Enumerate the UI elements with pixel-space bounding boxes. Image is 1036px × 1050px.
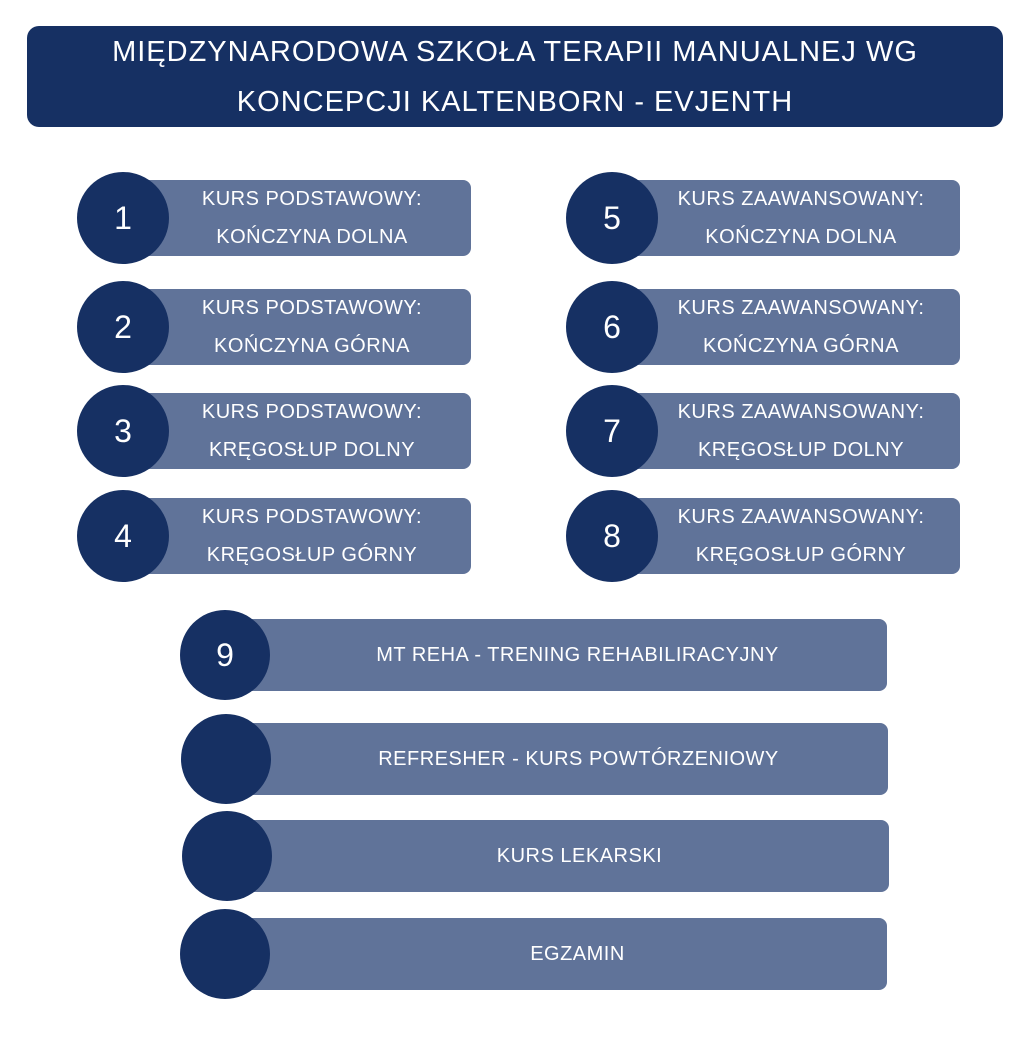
course-subtitle: KRĘGOSŁUP DOLNY: [208, 439, 416, 461]
course-item-basic-3: [77, 393, 471, 469]
step-number-circle: 4: [77, 490, 169, 582]
course-item-advanced-6: [566, 289, 960, 365]
course-label-box: [239, 723, 888, 795]
course-label-box: [137, 393, 471, 469]
step-number-circle: 5: [566, 172, 658, 264]
course-title: KURS PODSTAWOWY:: [201, 401, 423, 423]
course-subtitle: KOŃCZYNA GÓRNA: [214, 335, 410, 357]
title-line-1: MIĘDZYNARODOWA SZKOŁA TERAPII MANUALNEJ WG: [112, 35, 918, 68]
step-circle: [180, 909, 270, 999]
course-item-advanced-7: [566, 393, 960, 469]
course-label-box: [240, 820, 889, 892]
course-title: KURS PODSTAWOWY:: [201, 506, 423, 528]
course-label-box: [626, 498, 960, 574]
course-title: KURS ZAAWANSOWANY:: [677, 297, 925, 319]
course-item-basic-1: [77, 180, 471, 256]
step-number-circle: 6: [566, 281, 658, 373]
course-subtitle: KOŃCZYNA DOLNA: [705, 226, 897, 248]
course-title: KURS PODSTAWOWY:: [201, 297, 423, 319]
course-subtitle: KOŃCZYNA GÓRNA: [703, 335, 899, 357]
course-subtitle: KRĘGOSŁUP DOLNY: [697, 439, 905, 461]
course-item-advanced-5: [566, 180, 960, 256]
step-circle: [182, 811, 272, 901]
course-item-advanced-8: [566, 498, 960, 574]
course-label-box: [626, 289, 960, 365]
page-title: [27, 26, 1003, 127]
course-label-box: [626, 180, 960, 256]
course-label-box: [238, 918, 887, 990]
step-number-circle: 7: [566, 385, 658, 477]
course-title: KURS LEKARSKI: [496, 845, 663, 867]
step-number-circle: 8: [566, 490, 658, 582]
course-title: KURS PODSTAWOWY:: [201, 188, 423, 210]
course-item-egzamin: [180, 918, 887, 990]
course-label-box: [137, 498, 471, 574]
title-line-2: KONCEPCJI KALTENBORN - EVJENTH: [236, 85, 794, 118]
course-item-mt-reha: [180, 619, 887, 691]
course-subtitle: KRĘGOSŁUP GÓRNY: [695, 544, 907, 566]
course-subtitle: KOŃCZYNA DOLNA: [216, 226, 408, 248]
course-label-box: [137, 180, 471, 256]
course-title: EGZAMIN: [530, 943, 625, 965]
course-title: KURS ZAAWANSOWANY:: [677, 401, 925, 423]
course-label-box: [626, 393, 960, 469]
step-number-circle: 2: [77, 281, 169, 373]
course-item-basic-4: [77, 498, 471, 574]
step-number-circle: 1: [77, 172, 169, 264]
course-item-basic-2: [77, 289, 471, 365]
course-title: MT REHA - TRENING REHABILIRACYJNY: [376, 644, 779, 666]
course-label-box: [137, 289, 471, 365]
course-subtitle: KRĘGOSŁUP GÓRNY: [206, 544, 418, 566]
step-number-circle: 3: [77, 385, 169, 477]
course-title: KURS ZAAWANSOWANY:: [677, 506, 925, 528]
step-number-circle: 9: [180, 610, 270, 700]
course-item-lekarski: [182, 820, 889, 892]
course-label-box: [238, 619, 887, 691]
course-title: REFRESHER - KURS POWTÓRZENIOWY: [378, 748, 779, 770]
course-item-refresher: [181, 723, 888, 795]
step-circle: [181, 714, 271, 804]
course-title: KURS ZAAWANSOWANY:: [677, 188, 925, 210]
